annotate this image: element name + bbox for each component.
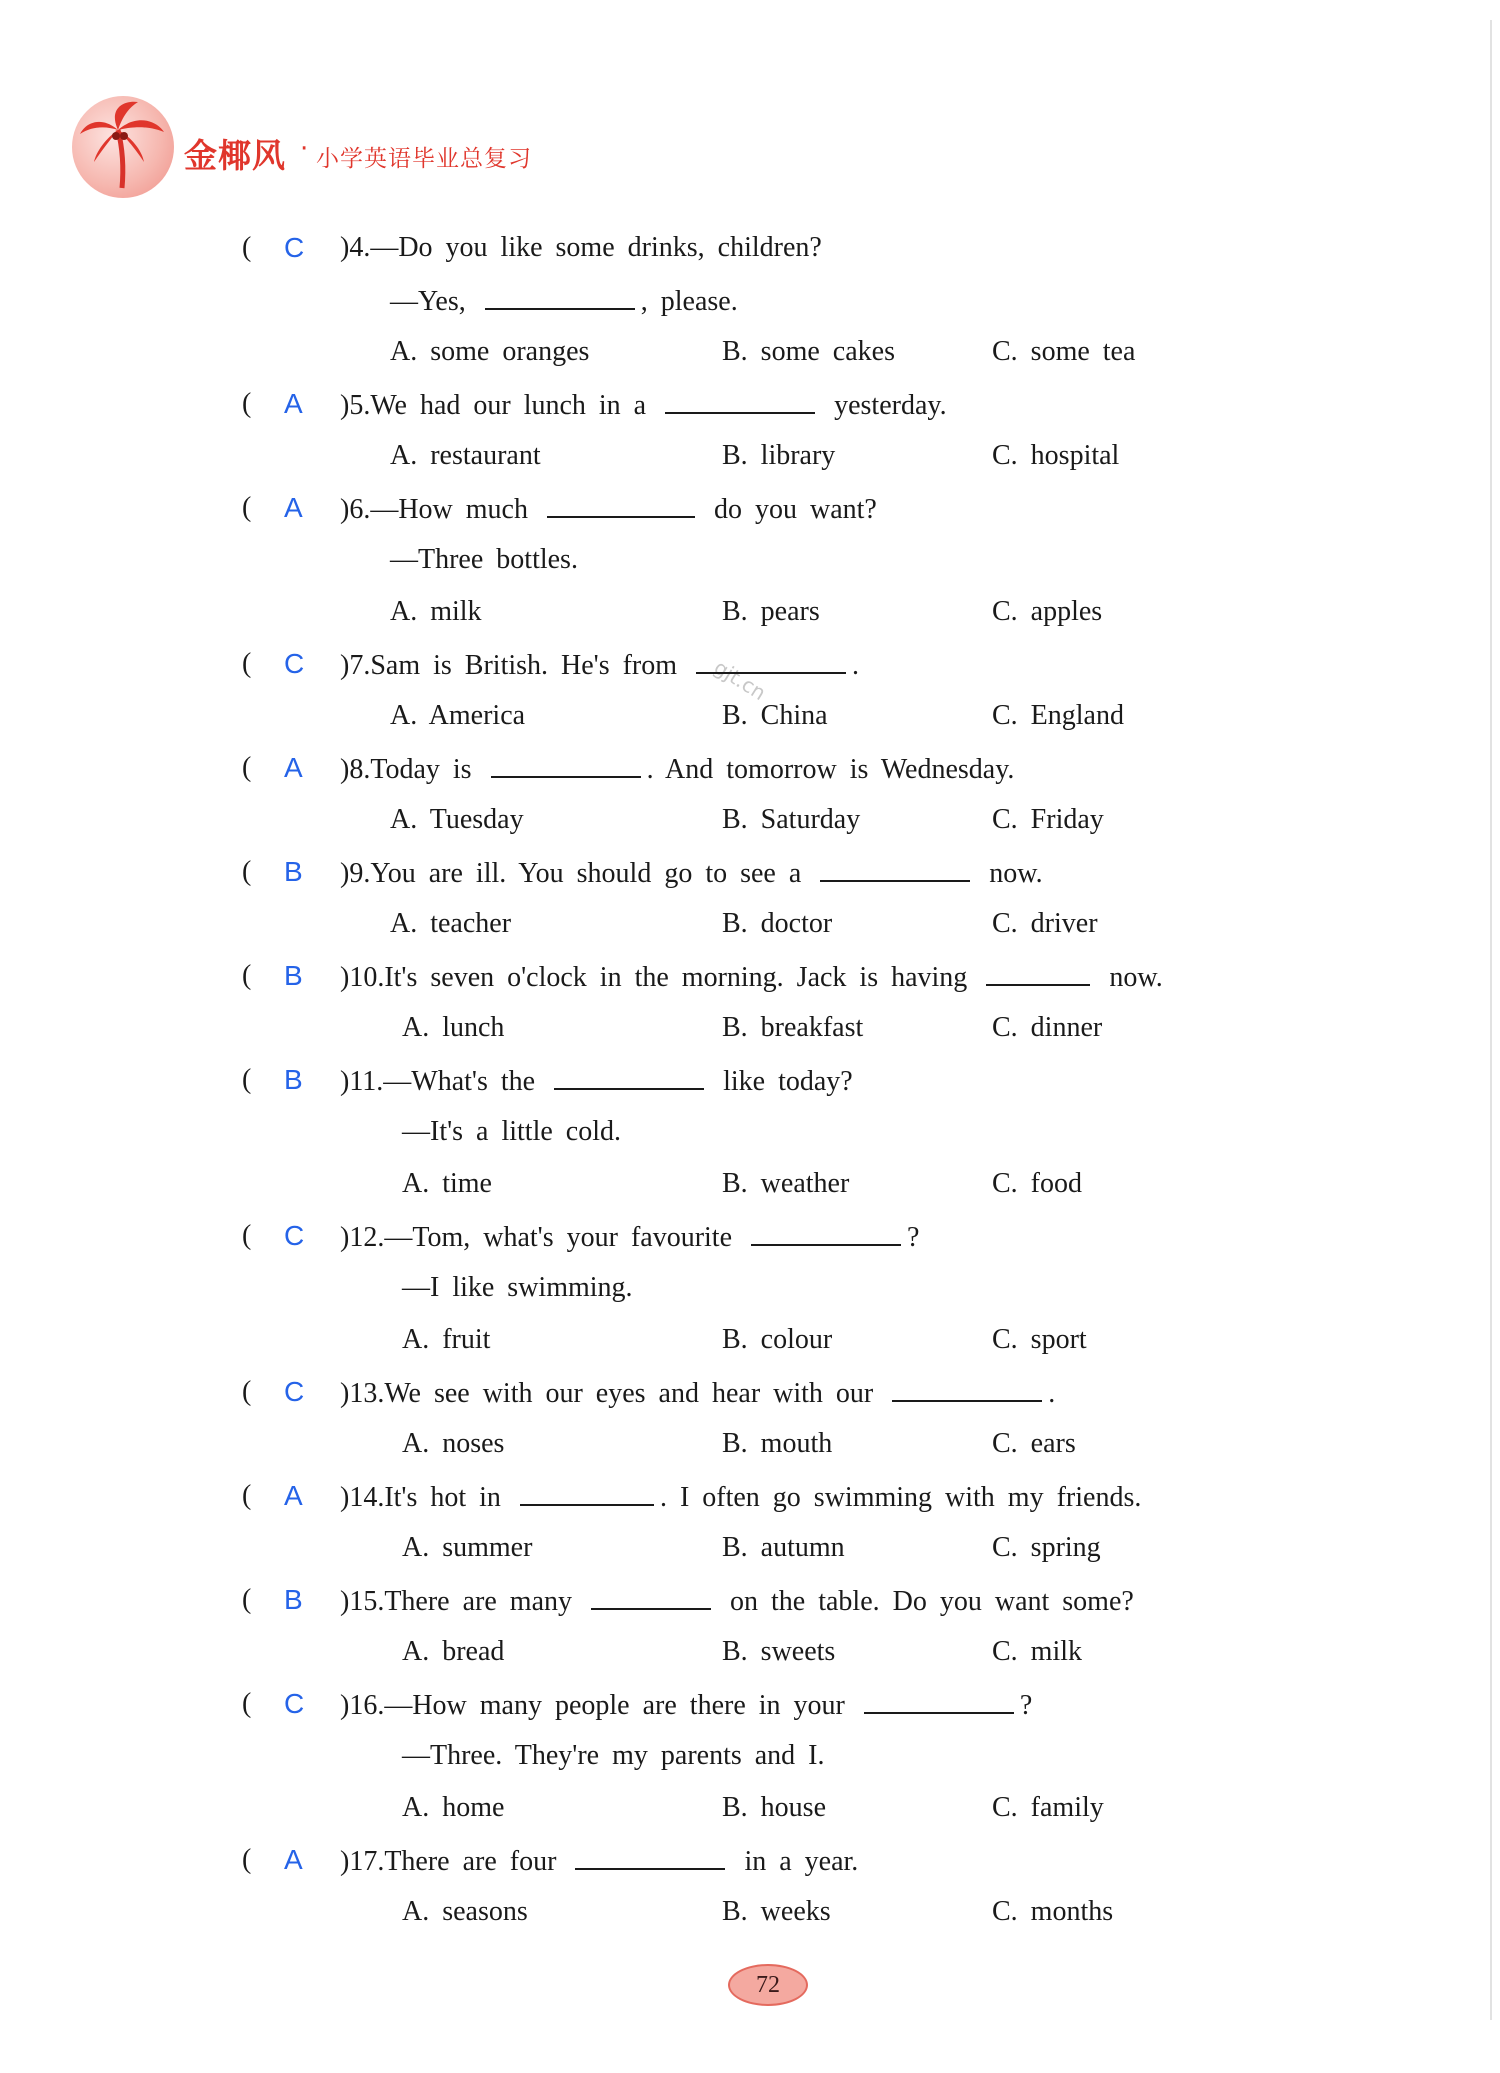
palm-tree-logo-icon	[72, 96, 174, 198]
question-item	[242, 1574, 1362, 1678]
option-c: C. milk	[992, 1636, 1083, 1667]
question-segment: . I often go swimming with my friends.	[659, 1482, 1142, 1513]
question-response	[402, 1106, 621, 1158]
option-b: B. sweets	[722, 1636, 836, 1667]
question-text	[340, 1054, 853, 1108]
answer-paren-close: )	[340, 494, 350, 525]
question-segment: on the table. Do you want some?	[717, 1586, 1134, 1617]
question-segment: like today?	[710, 1066, 853, 1097]
question-item	[242, 222, 1362, 378]
option-b: B. some cakes	[722, 336, 895, 367]
question-segment: It's seven o'clock in the morning. Jack is having	[384, 962, 981, 993]
question-number: 6.	[349, 494, 371, 525]
answer-paren: (	[242, 1376, 252, 1407]
option-a: A. summer	[402, 1532, 533, 1563]
answer-paren-close: )	[340, 962, 350, 993]
question-line	[242, 1106, 1362, 1158]
answer-paren: (	[242, 1064, 252, 1095]
question-segment: yesterday.	[821, 390, 947, 421]
fill-in-blank[interactable]	[696, 638, 846, 674]
answer-mark: C	[284, 648, 305, 679]
options-row	[242, 1522, 1362, 1574]
question-number: 7.	[349, 650, 371, 681]
answer-paren: (	[242, 856, 252, 887]
answer-mark: B	[284, 856, 303, 887]
question-segment: .	[1048, 1378, 1056, 1409]
answer-paren: (	[242, 1688, 252, 1719]
option-a: A. noses	[402, 1428, 505, 1459]
fill-in-blank[interactable]	[591, 1574, 711, 1610]
options-row	[242, 1002, 1362, 1054]
question-response	[390, 274, 738, 328]
question-segment: We had our lunch in a	[370, 390, 660, 421]
question-segment: We see with our eyes and hear with our	[384, 1378, 887, 1409]
answer-paren: (	[242, 1480, 252, 1511]
answer-mark: C	[284, 1688, 305, 1719]
question-list	[242, 222, 1362, 1938]
question-segment: —What's the	[383, 1066, 549, 1097]
question-text	[340, 222, 822, 274]
answer-mark: C	[284, 232, 305, 263]
question-number: 11.	[349, 1066, 384, 1097]
options-row	[242, 1626, 1362, 1678]
question-response	[402, 1730, 825, 1782]
option-a: A. Tuesday	[390, 804, 524, 835]
question-text	[340, 638, 859, 692]
answer-paren: (	[242, 752, 252, 783]
answer-paren-close: )	[340, 390, 350, 421]
question-line	[242, 534, 1362, 586]
question-text	[340, 1366, 1055, 1420]
page-edge-shadow	[1490, 20, 1492, 2020]
fill-in-blank[interactable]	[554, 1054, 704, 1090]
fill-in-blank[interactable]	[575, 1834, 725, 1870]
question-text	[340, 950, 1163, 1004]
question-number: 16.	[349, 1690, 385, 1721]
option-c: C. apples	[992, 596, 1103, 627]
answer-paren-close: )	[340, 1222, 350, 1253]
fill-in-blank[interactable]	[665, 378, 815, 414]
question-item	[242, 950, 1362, 1054]
question-segment: —How many people are there in your	[384, 1690, 858, 1721]
question-segment: ?	[907, 1222, 920, 1253]
question-item	[242, 1678, 1362, 1834]
answer-paren-close: )	[340, 650, 350, 681]
question-segment: ?	[1019, 1690, 1033, 1721]
options-row	[242, 898, 1362, 950]
option-b: B. China	[722, 700, 828, 731]
answer-paren: (	[242, 960, 252, 991]
answer-paren: (	[242, 388, 252, 419]
question-item	[242, 846, 1362, 950]
question-segment: —It's a little cold.	[402, 1116, 622, 1147]
option-a: A. home	[402, 1792, 505, 1823]
question-segment: .	[852, 650, 860, 681]
options-row	[242, 1314, 1362, 1366]
question-segment: Today is	[370, 754, 485, 785]
page-header	[72, 96, 772, 196]
answer-paren-close: )	[340, 1378, 350, 1409]
question-number: 8.	[349, 754, 371, 785]
answer-paren-close: )	[340, 754, 350, 785]
question-segment: You are ill. You should go to see a	[370, 858, 815, 889]
option-c: C. Friday	[992, 804, 1104, 835]
fill-in-blank[interactable]	[547, 482, 695, 518]
question-line	[242, 1574, 1362, 1626]
fill-in-blank[interactable]	[892, 1366, 1042, 1402]
fill-in-blank[interactable]	[864, 1678, 1014, 1714]
watermark: gjt.cn	[709, 654, 771, 706]
option-b: B. weeks	[722, 1896, 831, 1927]
answer-paren: (	[242, 648, 252, 679]
option-c: C. ears	[992, 1428, 1076, 1459]
options-row	[242, 1418, 1362, 1470]
question-text	[340, 1834, 858, 1888]
question-text	[340, 742, 1014, 796]
question-line	[242, 378, 1362, 430]
question-text	[340, 1678, 1032, 1732]
answer-paren: (	[242, 492, 252, 523]
option-c: C. dinner	[992, 1012, 1103, 1043]
brand-separator: ·	[300, 134, 309, 164]
question-item	[242, 638, 1362, 742]
page-number: 72	[728, 1964, 808, 2006]
option-b: B. Saturday	[722, 804, 861, 835]
option-c: C. some tea	[992, 336, 1136, 367]
question-text	[340, 378, 947, 432]
question-line	[242, 1210, 1362, 1262]
option-a: A. fruit	[402, 1324, 491, 1355]
option-c: C. months	[992, 1896, 1114, 1927]
fill-in-blank[interactable]	[520, 1470, 654, 1506]
answer-paren: (	[242, 1220, 252, 1251]
question-text	[340, 482, 877, 536]
question-number: 4.	[349, 232, 371, 263]
brand-name: 金椰风	[184, 136, 286, 175]
option-a: A. some oranges	[390, 336, 590, 367]
answer-mark: B	[284, 960, 303, 991]
option-b: B. mouth	[722, 1428, 833, 1459]
question-item	[242, 742, 1362, 846]
option-c: C. England	[992, 700, 1124, 731]
option-b: B. pears	[722, 596, 820, 627]
question-item	[242, 378, 1362, 482]
question-line	[242, 1470, 1362, 1522]
question-segment: —How much	[370, 494, 541, 525]
fill-in-blank[interactable]	[751, 1210, 901, 1246]
option-a: A. lunch	[402, 1012, 505, 1043]
question-segment: now.	[976, 858, 1043, 889]
fill-in-blank[interactable]	[820, 846, 970, 882]
answer-mark: C	[284, 1376, 305, 1407]
options-row	[242, 794, 1362, 846]
question-line	[242, 1262, 1362, 1314]
question-item	[242, 1210, 1362, 1366]
question-segment: —Three bottles.	[390, 544, 578, 575]
question-item	[242, 482, 1362, 638]
question-line	[242, 482, 1362, 534]
question-segment: —Tom, what's your favourite	[384, 1222, 746, 1253]
option-a: A. milk	[390, 596, 482, 627]
answer-mark: A	[284, 492, 303, 523]
question-segment: now.	[1096, 962, 1163, 993]
option-a: A. restaurant	[390, 440, 541, 471]
answer-paren-close: )	[340, 1846, 350, 1877]
question-number: 15.	[349, 1586, 385, 1617]
question-text	[340, 1574, 1134, 1628]
option-b: B. weather	[722, 1168, 850, 1199]
option-a: A. time	[402, 1168, 492, 1199]
question-segment: Sam is British. He's from	[370, 650, 691, 681]
question-line	[242, 1730, 1362, 1782]
option-b: B. doctor	[722, 908, 833, 939]
question-line	[242, 1834, 1362, 1886]
fill-in-blank[interactable]	[491, 742, 641, 778]
option-c: C. food	[992, 1168, 1082, 1199]
answer-mark: A	[284, 388, 303, 419]
answer-paren-close: )	[340, 232, 350, 263]
option-a: A. America	[390, 700, 526, 731]
answer-mark: C	[284, 1220, 305, 1251]
options-row	[242, 430, 1362, 482]
question-segment: —Do you like some drinks, children?	[370, 232, 822, 263]
question-text	[340, 846, 1043, 900]
option-b: B. library	[722, 440, 836, 471]
question-segment: in a year.	[731, 1846, 859, 1877]
fill-in-blank[interactable]	[986, 950, 1090, 986]
answer-paren-close: )	[340, 1586, 350, 1617]
question-segment: . And tomorrow is Wednesday.	[646, 754, 1015, 785]
question-number: 10.	[349, 962, 385, 993]
option-c: C. family	[992, 1792, 1104, 1823]
question-segment: There are four	[384, 1846, 570, 1877]
question-segment: —I like swimming.	[402, 1272, 633, 1303]
question-response	[402, 1262, 633, 1314]
question-line	[242, 846, 1362, 898]
answer-mark: A	[284, 752, 303, 783]
option-a: A. teacher	[390, 908, 512, 939]
answer-mark: B	[284, 1584, 303, 1615]
question-number: 9.	[349, 858, 371, 889]
question-line	[242, 638, 1362, 690]
option-c: C. spring	[992, 1532, 1101, 1563]
option-c: C. hospital	[992, 440, 1120, 471]
question-segment: , please.	[640, 286, 738, 317]
question-item	[242, 1470, 1362, 1574]
answer-paren-close: )	[340, 1482, 350, 1513]
answer-paren-close: )	[340, 858, 350, 889]
options-row	[242, 690, 1362, 742]
question-line	[242, 1054, 1362, 1106]
book-subtitle: 小学英语毕业总复习	[316, 146, 532, 172]
option-c: C. driver	[992, 908, 1098, 939]
question-number: 5.	[349, 390, 371, 421]
fill-in-blank[interactable]	[485, 274, 635, 310]
question-segment: It's hot in	[384, 1482, 514, 1513]
answer-mark: A	[284, 1480, 303, 1511]
options-row	[242, 326, 1362, 378]
answer-paren-close: )	[340, 1066, 350, 1097]
answer-paren: (	[242, 1584, 252, 1615]
answer-mark: A	[284, 1844, 303, 1875]
question-text	[340, 1210, 919, 1264]
question-item	[242, 1834, 1362, 1938]
question-item	[242, 1054, 1362, 1210]
question-line	[242, 1366, 1362, 1418]
answer-mark: B	[284, 1064, 303, 1095]
question-response	[390, 534, 578, 586]
answer-paren: (	[242, 232, 252, 263]
question-line	[242, 1678, 1362, 1730]
options-row	[242, 586, 1362, 638]
options-row	[242, 1158, 1362, 1210]
question-number: 13.	[349, 1378, 385, 1409]
question-segment: There are many	[384, 1586, 585, 1617]
option-a: A. seasons	[402, 1896, 528, 1927]
question-number: 12.	[349, 1222, 385, 1253]
question-line	[242, 274, 1362, 326]
question-item	[242, 1366, 1362, 1470]
question-segment: do you want?	[700, 494, 877, 525]
option-a: A. bread	[402, 1636, 505, 1667]
question-segment: —Three. They're my parents and I.	[402, 1740, 825, 1771]
question-number: 17.	[349, 1846, 385, 1877]
option-c: C. sport	[992, 1324, 1087, 1355]
question-line	[242, 742, 1362, 794]
question-line	[242, 222, 1362, 274]
option-b: B. breakfast	[722, 1012, 864, 1043]
option-b: B. colour	[722, 1324, 833, 1355]
question-number: 14.	[349, 1482, 385, 1513]
answer-paren-close: )	[340, 1690, 350, 1721]
options-row	[242, 1886, 1362, 1938]
question-segment: —Yes,	[390, 286, 479, 317]
question-text	[340, 1470, 1141, 1524]
answer-paren: (	[242, 1844, 252, 1875]
question-line	[242, 950, 1362, 1002]
option-b: B. house	[722, 1792, 826, 1823]
option-b: B. autumn	[722, 1532, 845, 1563]
options-row	[242, 1782, 1362, 1834]
